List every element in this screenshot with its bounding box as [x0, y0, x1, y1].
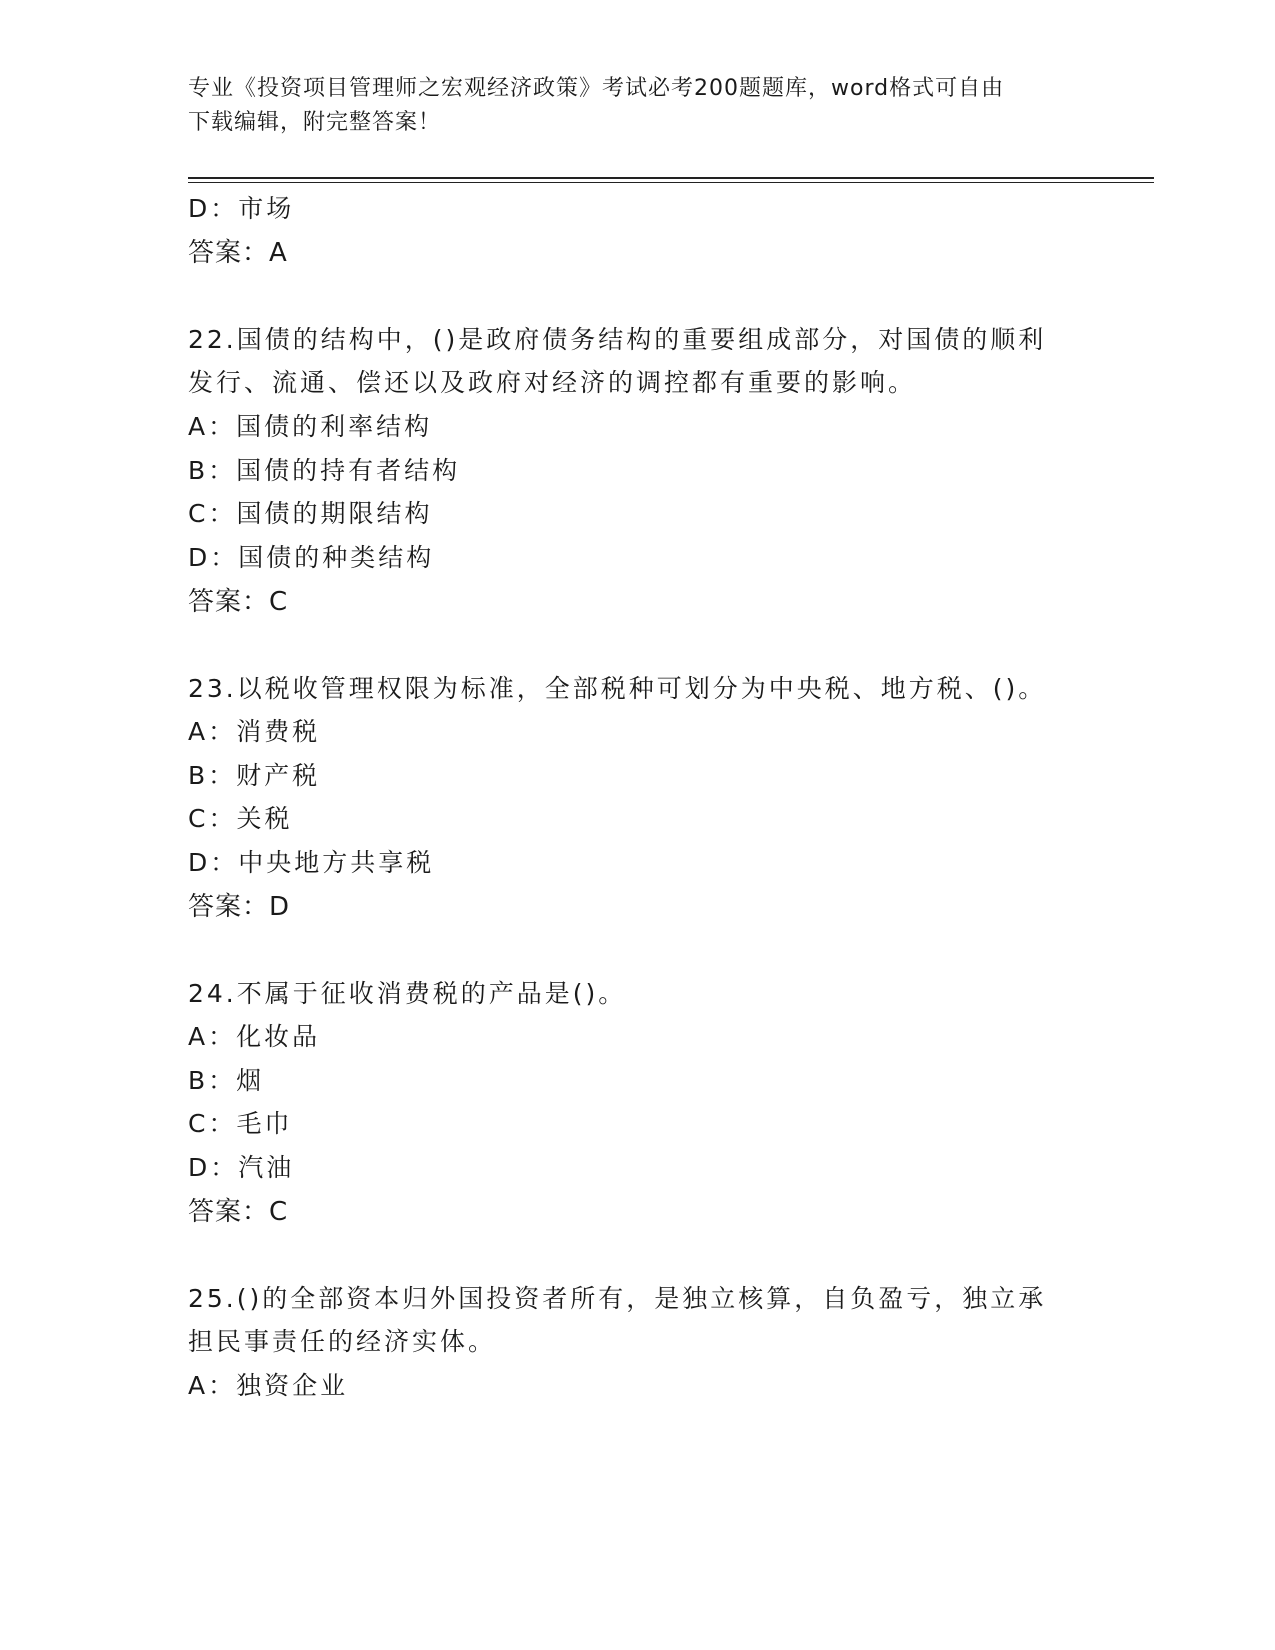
q22-stem-line-1: 22.国债的结构中，()是政府债务结构的重要组成部分，对国债的顺利: [188, 325, 1047, 354]
q22-option-c: C：国债的期限结构: [188, 499, 433, 528]
header-divider-bottom: [188, 182, 1154, 183]
q24-stem-line-1: 24.不属于征收消费税的产品是()。: [188, 979, 627, 1008]
header-line-1: 专业《投资项目管理师之宏观经济政策》考试必考200题题库，word格式可自由: [188, 76, 1005, 101]
q22-answer: 答案：C: [188, 587, 289, 617]
q25-option-a: A：独资企业: [188, 1371, 349, 1400]
prev-answer: 答案：A: [188, 238, 288, 268]
q22-option-b: B：国债的持有者结构: [188, 456, 461, 485]
q24-option-b: B：烟: [188, 1066, 265, 1095]
q23-option-d: D：中央地方共享税: [188, 848, 435, 877]
q25-stem-line-2: 担民事责任的经济实体。: [188, 1327, 497, 1356]
q23-option-c: C：关税: [188, 804, 293, 833]
prev-option-d: D：市场: [188, 194, 295, 223]
q24-option-c: C：毛巾: [188, 1109, 293, 1138]
document-header: [188, 72, 1068, 140]
q24-option-a: A：化妆品: [188, 1022, 321, 1051]
q24-option-d: D：汽油: [188, 1153, 295, 1182]
header-line-2: 下载编辑，附完整答案！: [188, 110, 442, 135]
header-divider-top: [188, 177, 1154, 179]
q22-stem-line-2: 发行、流通、偿还以及政府对经济的调控都有重要的影响。: [188, 368, 917, 397]
q24-answer: 答案：C: [188, 1197, 289, 1227]
q23-option-a: A：消费税: [188, 717, 321, 746]
q25-stem-line-1: 25.()的全部资本归外国投资者所有，是独立核算，自负盈亏，独立承: [188, 1284, 1047, 1313]
q23-answer: 答案：D: [188, 892, 291, 922]
q23-option-b: B：财产税: [188, 761, 321, 790]
q23-stem-line-1: 23.以税收管理权限为标准，全部税种可划分为中央税、地方税、()。: [188, 674, 1047, 703]
q22-option-a: A：国债的利率结构: [188, 412, 433, 441]
q22-option-d: D：国债的种类结构: [188, 543, 435, 572]
